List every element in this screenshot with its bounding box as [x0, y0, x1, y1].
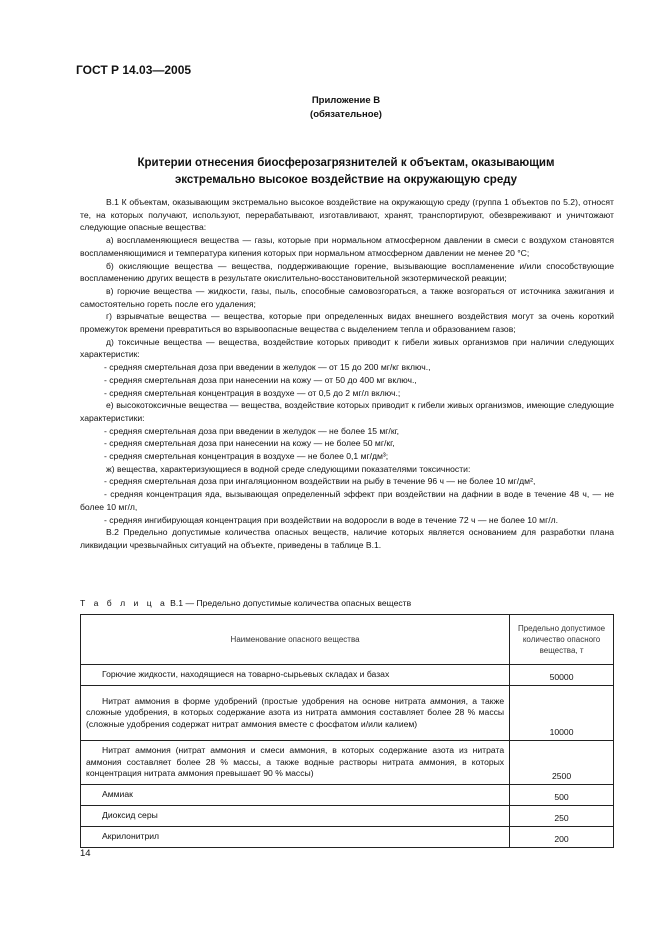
quantity-cell: 50000 — [510, 665, 614, 686]
substance-name-cell: Нитрат аммония (нитрат аммония и смеси аммония, в которых содержание азота из нитрата аммония составляет более 28 % массы, а также водные растворы нитрата аммония, в которых концентрация нитрата аммония превышает 90 % массы) — [81, 741, 510, 785]
document-code: ГОСТ Р 14.03—2005 — [76, 63, 192, 77]
table-row — [81, 785, 614, 806]
table-caption — [80, 598, 411, 608]
substance-name-cell: Аммиак — [81, 785, 510, 806]
paragraph: ж) вещества, характеризующиеся в водной среде следующими показателями токсичности: — [106, 463, 471, 474]
list-item: - средняя смертельная доза при нанесении на кожу — от 50 до 400 мг включ., — [104, 374, 417, 385]
table-row — [81, 827, 614, 848]
list-item: - средняя смертельная доза при ингаляционном воздействии на рыбу в течение 96 ч — не более 10 мг/дм², — [104, 476, 536, 487]
section-title-line-2: экстремально высокое воздействие на окружающую среду — [174, 174, 518, 186]
table-caption-text: В.1 — Предельно допустимые количества опасных веществ — [167, 598, 412, 608]
substance-name-cell: Нитрат аммония в форме удобрений (простые удобрения на основе нитрата аммония, а также сложные удобрения, в которых содержание азота из нитрата аммония составляет более 28 % массы (сложные удобрения содержат нитрат аммония вместе с фосфатом и/или калием) — [81, 686, 510, 741]
list-item: - средняя смертельная концентрация в воздухе — от 0,5 до 2 мг/л включ.; — [104, 387, 401, 398]
substance-name-cell: Горючие жидкости, находящиеся на товарно-сырьевых складах и базах — [81, 665, 510, 686]
header-line: количество опасного — [522, 635, 601, 644]
table-row — [81, 741, 614, 785]
table-header-row — [81, 615, 614, 665]
quantity-cell: 500 — [510, 785, 614, 806]
list-item: - средняя ингибирующая концентрация при воздействии на водоросли в воде в течение 72 ч — не более 10 мг/л. — [104, 514, 559, 525]
table-row — [81, 806, 614, 827]
paragraph: г) взрывчатые вещества — вещества, которые при определенных видах внешнего воздействия могут за очень короткий промежуток времени превратиться во взрывоопасные вещества с выделением тепла и образованием газов; — [80, 311, 614, 335]
substances-table — [80, 614, 614, 848]
header-substance-name: Наименование опасного вещества — [81, 615, 510, 665]
header-max-quantity — [510, 615, 614, 665]
quantity-cell: 10000 — [510, 686, 614, 741]
body-text — [80, 196, 614, 552]
paragraph: В.1 К объектам, оказывающим экстремально высокое воздействие на окружающую среду (группа 1 объектов по 5.2), относят те, на которых получают, используют, перерабатывают, изготавливают, хранят, транспортируют, обезвреживают и уничтожают следующие опасные вещества: — [80, 197, 614, 233]
table-caption-prefix: Т а б л и ц а — [80, 598, 168, 608]
header-line: Предельно допустимое — [517, 624, 606, 633]
page-number: 14 — [80, 848, 91, 859]
paragraph: а) воспламеняющиеся вещества — газы, которые при нормальном атмосферном давлении в смеси с воздухом становятся воспламеняющимися и температура кипения которых при нормальном атмосферном давлении не менее 20 °C; — [80, 235, 614, 258]
list-item: - средняя смертельная доза при введении в желудок — не более 15 мг/кг, — [104, 425, 400, 436]
table-row — [81, 665, 614, 686]
paragraph: е) высокотоксичные вещества — вещества, воздействие которых приводит к гибели живых организмов, имеющие следующие характеристики: — [80, 400, 614, 423]
table-row — [81, 686, 614, 741]
section-title-line-1: Критерии отнесения биосферозагрязнителей к объектам, оказывающим — [137, 157, 555, 169]
paragraph: б) окисляющие вещества — вещества, поддерживающие горение, вызывающие воспламенение и/или способствующие воспламенению других веществ в результате окислительно-восстановительной экзотермической реакции; — [80, 260, 614, 284]
header-line: вещества, т — [539, 646, 584, 655]
quantity-cell: 200 — [510, 827, 614, 848]
substance-name-cell: Акрилонитрил — [81, 827, 510, 848]
paragraph: в) горючие вещества — жидкости, газы, пыль, способные самовозгораться, а также возгораться от источника зажигания и самостоятельно гореть после его удаления; — [80, 285, 614, 309]
quantity-cell: 250 — [510, 806, 614, 827]
annex-name: Приложение В — [311, 95, 381, 106]
annex-status: (обязательное) — [310, 109, 382, 120]
list-item: - средняя смертельная доза при введении в желудок — от 15 до 200 мг/кг включ., — [104, 362, 431, 373]
paragraph: д) токсичные вещества — вещества, воздействие которых приводит к гибели живых организмов при наличии следующих характеристик: — [80, 336, 614, 360]
paragraph: В.2 Предельно допустимые количества опасных веществ, наличие которых является основанием для разработки плана ликвидации чрезвычайных ситуаций на объекте, приведены в таблице В.1. — [80, 527, 614, 550]
list-item: - средняя смертельная доза при нанесении на кожу — не более 50 мг/кг, — [104, 438, 395, 449]
quantity-cell: 2500 — [510, 741, 614, 785]
list-item: - средняя смертельная концентрация в воздухе — не более 0,1 мг/дм³; — [104, 451, 389, 462]
list-item: - средняя концентрация яда, вызывающая определенный эффект при воздействии на дафнии в воде в течение 48 ч, — не более 10 мг/л, — [80, 489, 614, 512]
substance-name-cell: Диоксид серы — [81, 806, 510, 827]
